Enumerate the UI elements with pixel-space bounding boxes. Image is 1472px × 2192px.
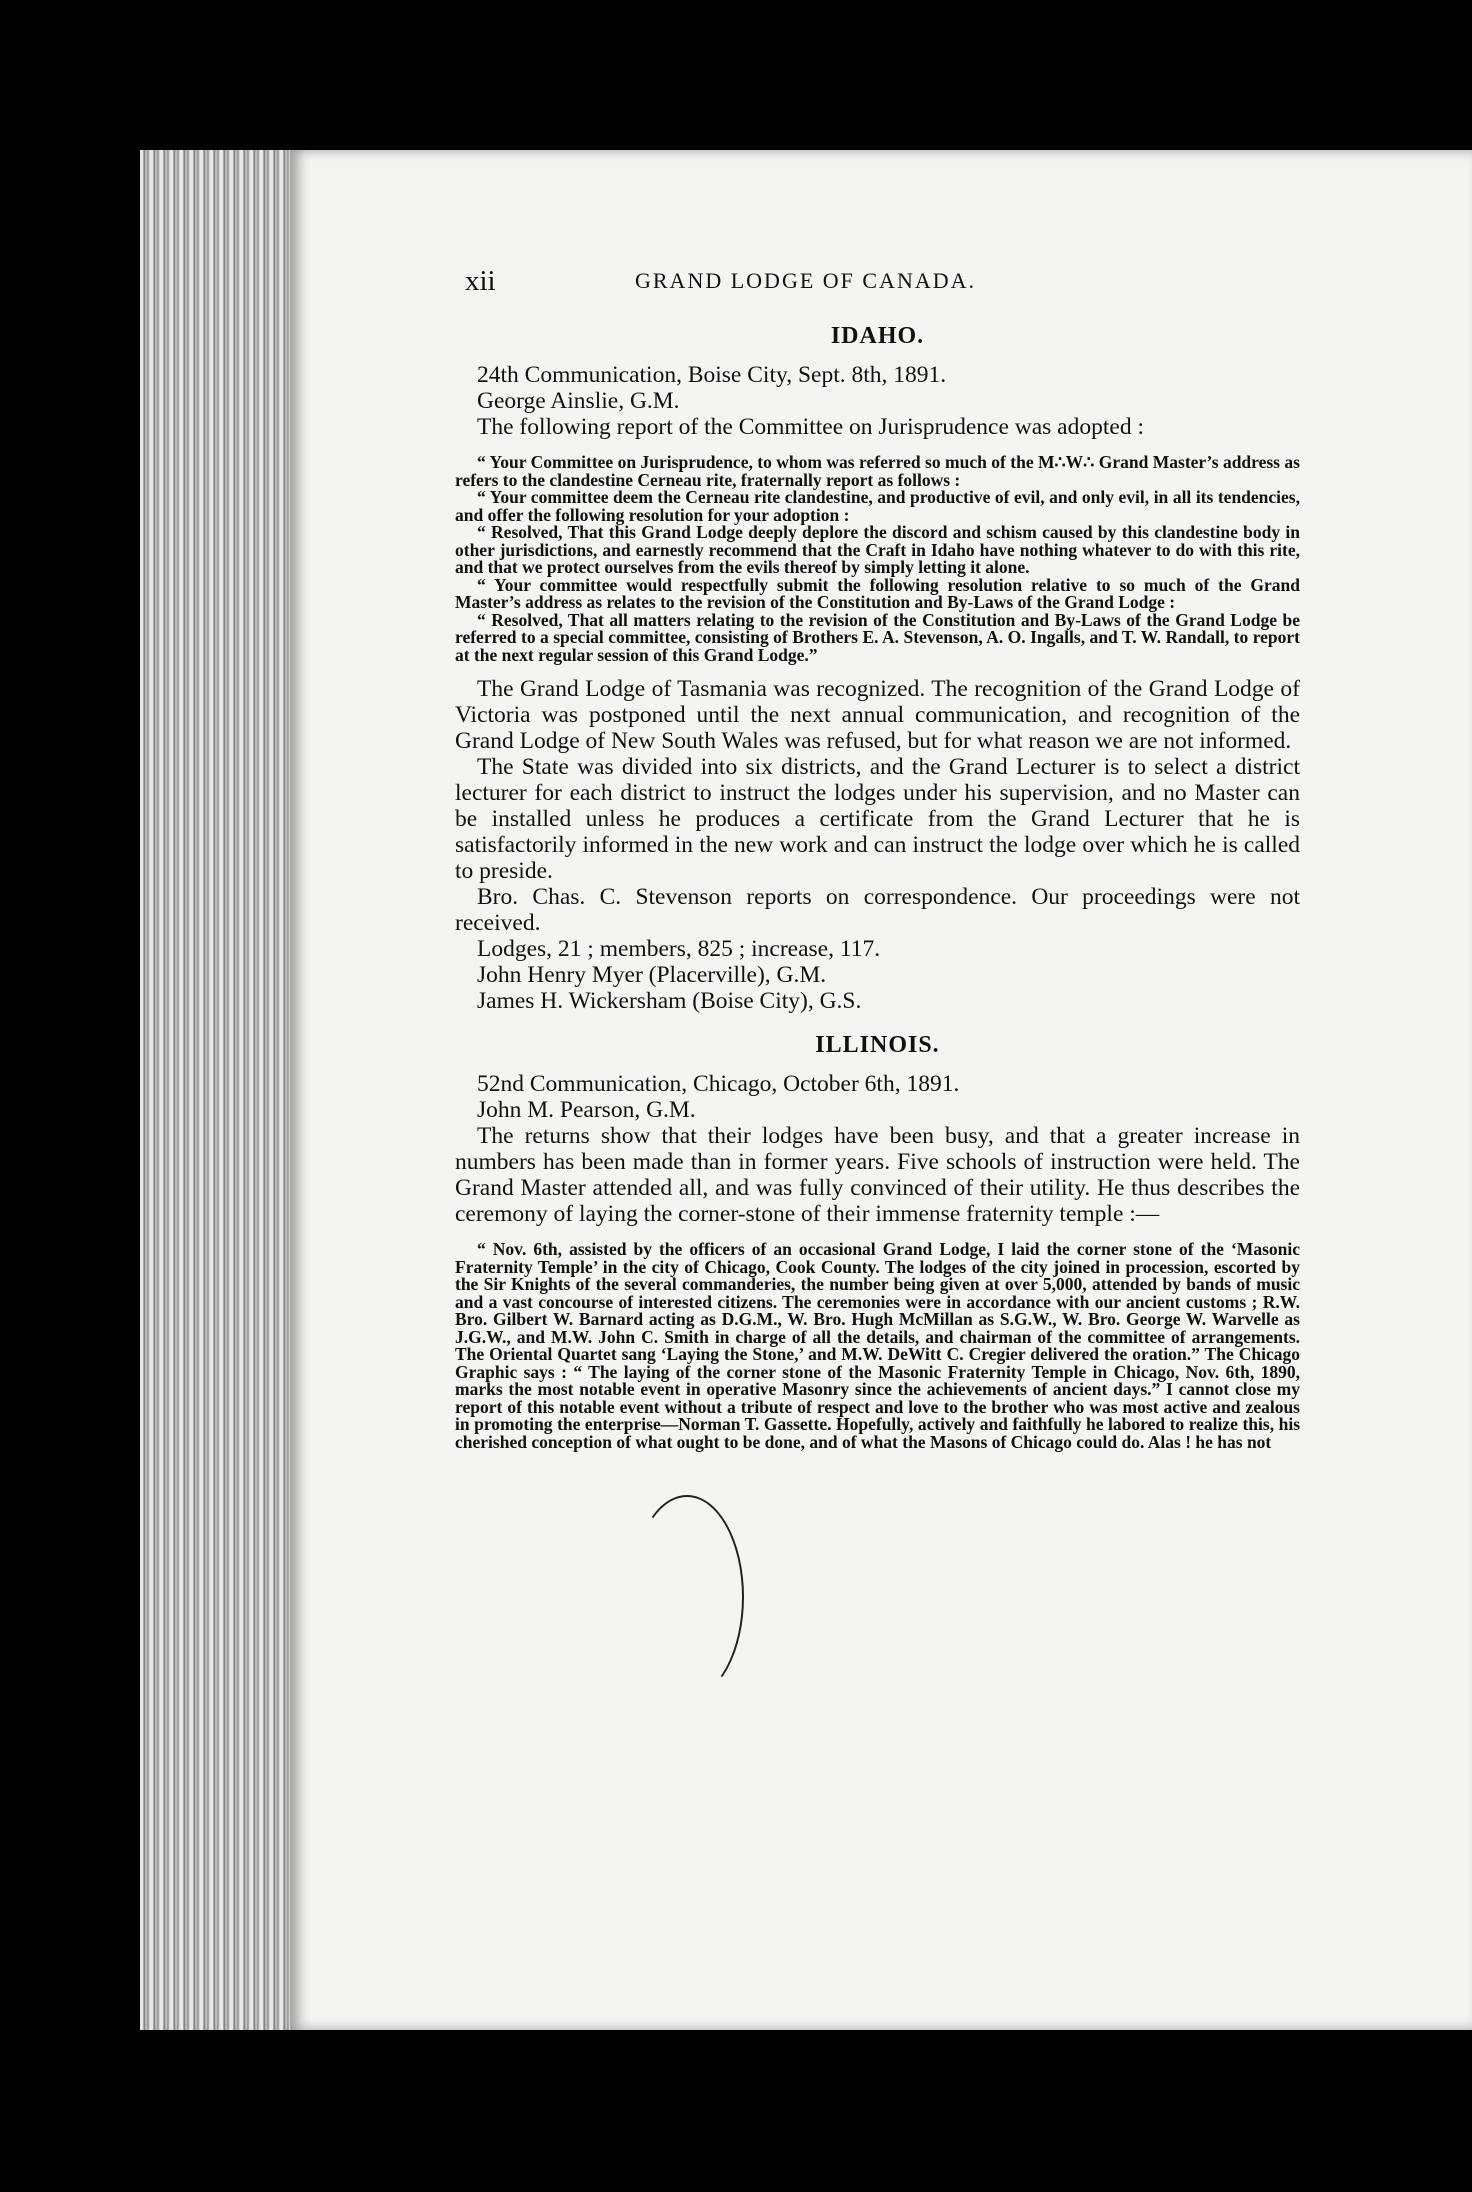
handwritten-ink-mark	[630, 1495, 744, 1699]
quote-paragraph: “ Resolved, That all matters relating to the revision of the Constitution and By-Laws of the Grand Lodge be referred to a special committee, consisting of Brothers E. A. Stevenson, A. O. Ingalls, and T. W. Randall, to report at the next regular session of this Grand Lodge.”	[455, 609, 1300, 665]
new-grand-master: John Henry Myer (Placerville), G.M.	[477, 962, 827, 988]
paragraph: The returns show that their lodges have been busy, and that a greater increase in numbers has been made than in former years. Five schools of instruction were held. The Grand Master attended all, and was fully convinced of their utility. He thus describes the ceremony of laying the corner-stone of their immense fraternity temple :—	[455, 1123, 1300, 1227]
quote-paragraph: “ Resolved, That this Grand Lodge deeply deplore the discord and schism caused by this clandestine body in other jurisdictions, and earnestly recommend that the Craft in Idaho have nothing whatever to do with this rite, and that we protect ourselves from the evils thereof by simply letting it alone.	[455, 522, 1300, 577]
book-page	[290, 150, 1472, 2030]
lodge-statistics: Lodges, 21 ; members, 825 ; increase, 117.	[477, 936, 881, 962]
book-page-edges	[140, 150, 300, 2030]
quote-block	[455, 454, 1300, 664]
paragraph: Bro. Chas. C. Stevenson reports on correspondence. Our proceedings were not received.	[455, 884, 1300, 936]
page-content	[455, 265, 1300, 1463]
paragraph: The State was divided into six districts, and the Grand Lecturer is to select a district lecturer for each district to instruct the lodges under his supervision, and no Master can be installed unless he produces a certificate from the Grand Lecturer that he is satisfactorily informed in the new work and can instruct the lodge over which he is called to preside.	[455, 754, 1300, 884]
quote-paragraph: “ Your Committee on Jurisprudence, to whom was referred so much of the M∴W∴ Grand Master’s address as refers to the clandestine Cerneau rite, fraternally report as follows :	[455, 452, 1300, 490]
page-header	[455, 265, 1300, 305]
section-title-idaho: IDAHO.	[830, 323, 925, 349]
quote-paragraph: “ Nov. 6th, assisted by the officers of an occasional Grand Lodge, I laid the corner stone of the ‘Masonic Fraternity Temple’ in the city of Chicago, Cook County. The lodges of the city joined in procession, escorted by the Sir Knights of the several commanderies, the number being given at over 5,000, attended by bands of music and a vast concourse of interested citizens. The ceremonies were in accordance with our ancient customs ; R.W. Bro. Gilbert W. Barnard acting as D.G.M., W. Bro. Hugh McMillan as S.G.W., W. Bro. George W. Warvelle as J.G.W., and M.W. John C. Smith in charge of all the details, and chairman of the committee of arrangements. The Oriental Quartet sang ‘Laying the Stone,’ and M.W. DeWitt C. Cregier delivered the oration.” The Chicago Graphic says : “ The laying of the corner stone of the Masonic Fraternity Temple in Chicago, Nov. 6th, 1890, marks the most notable event in operative Masonry since the achievements of ancient days.” I cannot close my report of this notable event without a tribute of respect and love to the brother who was most active and zealous in promoting the enterprise—Norman T. Gassette. Hopefully, actively and faithfully he labored to realize this, his cherished conception of what ought to be done, and of what the Masons of Chicago could do. Alas ! he has not	[455, 1239, 1300, 1452]
grand-secretary: James H. Wickersham (Boise City), G.S.	[477, 988, 862, 1014]
grand-master-line: John M. Pearson, G.M.	[477, 1097, 696, 1123]
paragraph: The Grand Lodge of Tasmania was recognized. The recognition of the Grand Lodge of Victoria was postponed until the next annual communication, and recognition of the Grand Lodge of New South Wales was refused, but for what reason we are not informed.	[455, 676, 1300, 754]
running-head: GRAND LODGE OF CANADA.	[635, 268, 976, 293]
section-title-illinois: ILLINOIS.	[815, 1032, 940, 1058]
grand-master-line: George Ainslie, G.M.	[477, 388, 680, 414]
communication-line: 24th Communication, Boise City, Sept. 8th, 1891.	[477, 362, 947, 388]
paragraph: The following report of the Committee on Jurisprudence was adopted :	[477, 414, 1144, 440]
quote-block	[455, 1241, 1300, 1451]
quote-paragraph: “ Your committee would respectfully submit the following resolution relative to so much of the Grand Master’s address as relates to the revision of the Constitution and By-Laws of the Grand Lodge :	[455, 574, 1300, 612]
communication-line: 52nd Communication, Chicago, October 6th, 1891.	[477, 1071, 960, 1097]
quote-paragraph: “ Your committee deem the Cerneau rite clandestine, and productive of evil, and only evil, in all its tendencies, and offer the following resolution for your adoption :	[455, 487, 1300, 525]
page-number: xii	[465, 265, 496, 297]
